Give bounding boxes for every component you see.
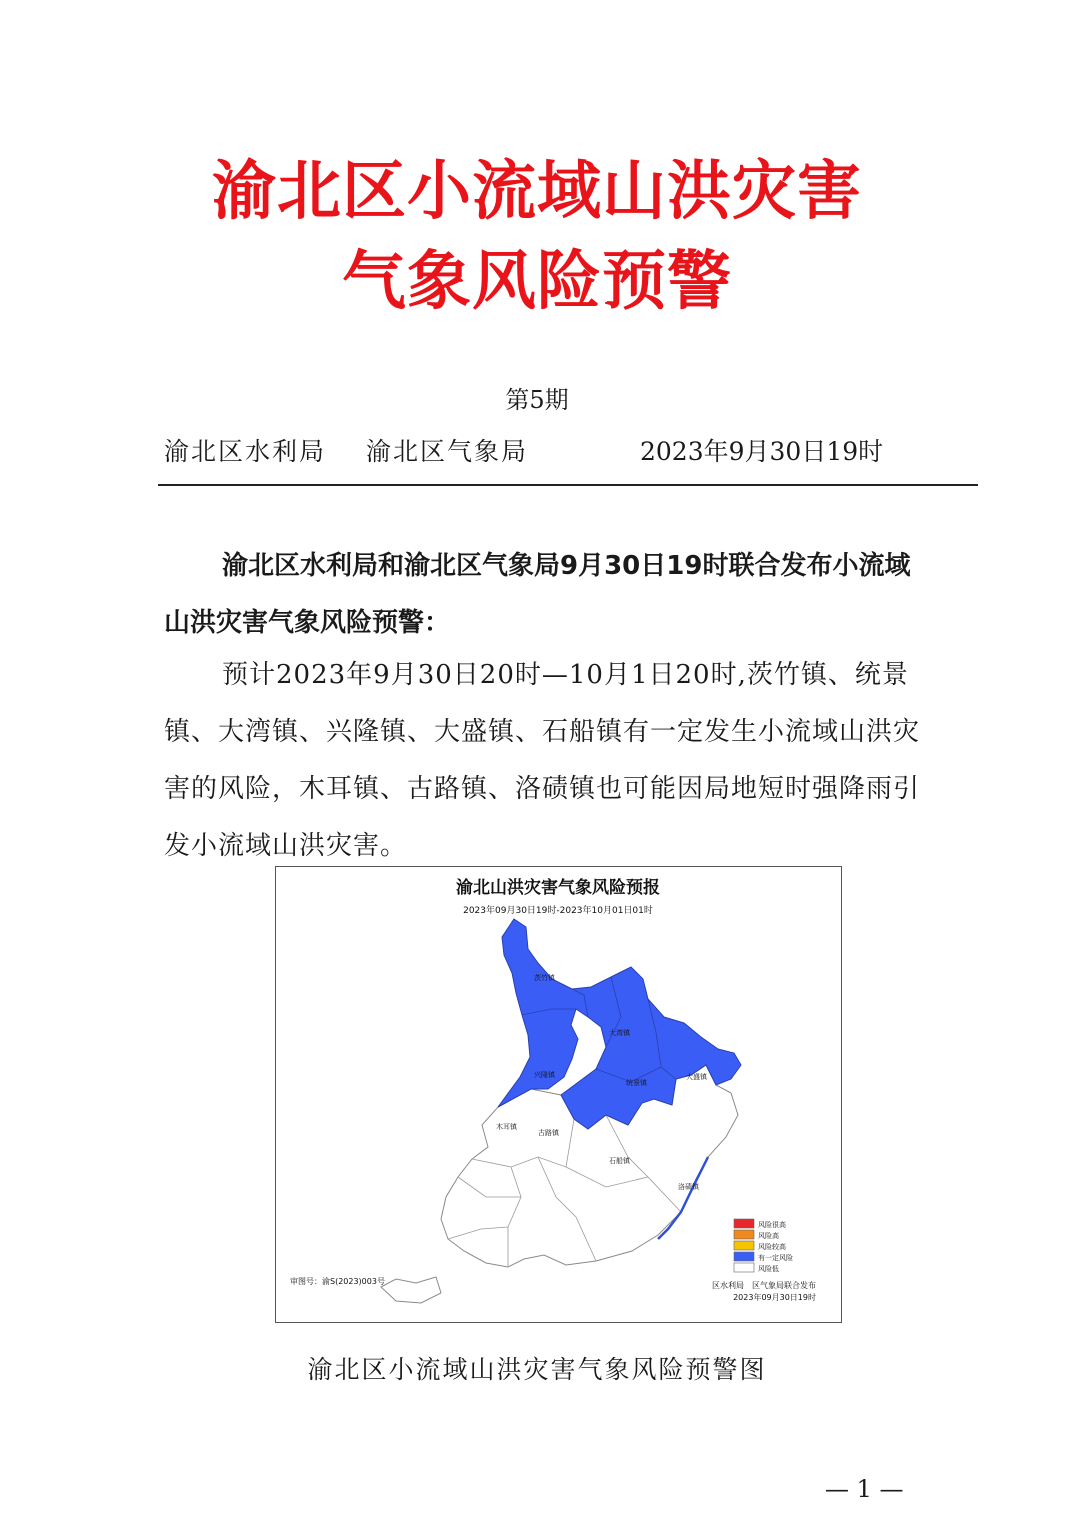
legend-label: 风险较高 bbox=[758, 1243, 786, 1251]
legend-swatch bbox=[734, 1263, 754, 1272]
map-title: 渝北山洪灾害气象风险预报 bbox=[456, 878, 660, 898]
map-subtitle: 2023年09月30日19时-2023年10月01日01时 bbox=[463, 906, 653, 916]
legend-label: 有一定风险 bbox=[758, 1254, 793, 1262]
risk-map bbox=[276, 867, 841, 1322]
forecast-text: 预计2023年9月30日20时—10月1日20时,茨竹镇、统景镇、大湾镇、兴隆镇、大盛镇、石船镇有一定发生小流域山洪灾害的风险，木耳镇、古路镇、洛碛镇也可能因局地短时强降雨引发小流域山洪灾害。 bbox=[164, 660, 921, 861]
map-label-tongjing: 统景镇 bbox=[626, 1079, 647, 1087]
forecast-paragraph bbox=[164, 647, 924, 875]
figure-caption: 渝北区小流域山洪灾害气象风险预警图 bbox=[307, 1355, 767, 1384]
legend-label: 风险高 bbox=[758, 1232, 779, 1240]
issue-date: 2023年9月30日19时 bbox=[640, 437, 884, 466]
map-label-muer: 木耳镇 bbox=[496, 1123, 517, 1131]
legend-swatch bbox=[734, 1252, 754, 1261]
map-issue-time: 2023年09月30日19时 bbox=[733, 1293, 816, 1302]
issue-number: 第5期 bbox=[505, 386, 569, 414]
map-label-xinglong: 兴隆镇 bbox=[534, 1071, 555, 1079]
page-number: — 1 — bbox=[825, 1475, 904, 1503]
map-issuer: 区水利局 区气象局联合发布 bbox=[712, 1281, 816, 1290]
issuing-agency-meteorology: 渝北区气象局 bbox=[366, 437, 529, 466]
document-title-line1: 渝北区小流域山洪灾害 bbox=[212, 154, 862, 229]
document-title-line2: 气象风险预警 bbox=[342, 244, 732, 319]
map-label-cizhu: 茨竹镇 bbox=[534, 974, 555, 982]
header-divider bbox=[158, 484, 978, 486]
legend-label: 风险低 bbox=[758, 1265, 779, 1273]
legend-swatch bbox=[734, 1241, 754, 1250]
issuing-agency-water: 渝北区水利局 bbox=[164, 437, 327, 466]
legend-swatch bbox=[734, 1219, 754, 1228]
map-label-dasheng: 大盛镇 bbox=[686, 1073, 707, 1081]
risk-map-figure bbox=[275, 866, 842, 1323]
map-label-shichuan: 石船镇 bbox=[609, 1157, 630, 1165]
legend-label: 风险很高 bbox=[758, 1221, 786, 1229]
map-approval-number: 审图号：渝S(2023)003号 bbox=[290, 1277, 385, 1286]
intro-paragraph bbox=[164, 538, 924, 652]
intro-text: 渝北区水利局和渝北区气象局9月30日19时联合发布小流域山洪灾害气象风险预警： bbox=[164, 551, 911, 638]
map-legend bbox=[734, 1219, 793, 1273]
map-label-gulu: 古路镇 bbox=[538, 1129, 559, 1137]
legend-swatch bbox=[734, 1230, 754, 1239]
exclave-region bbox=[381, 1277, 441, 1303]
map-label-luoqi: 洛碛镇 bbox=[678, 1183, 699, 1191]
map-label-dawan: 大湾镇 bbox=[609, 1029, 630, 1037]
